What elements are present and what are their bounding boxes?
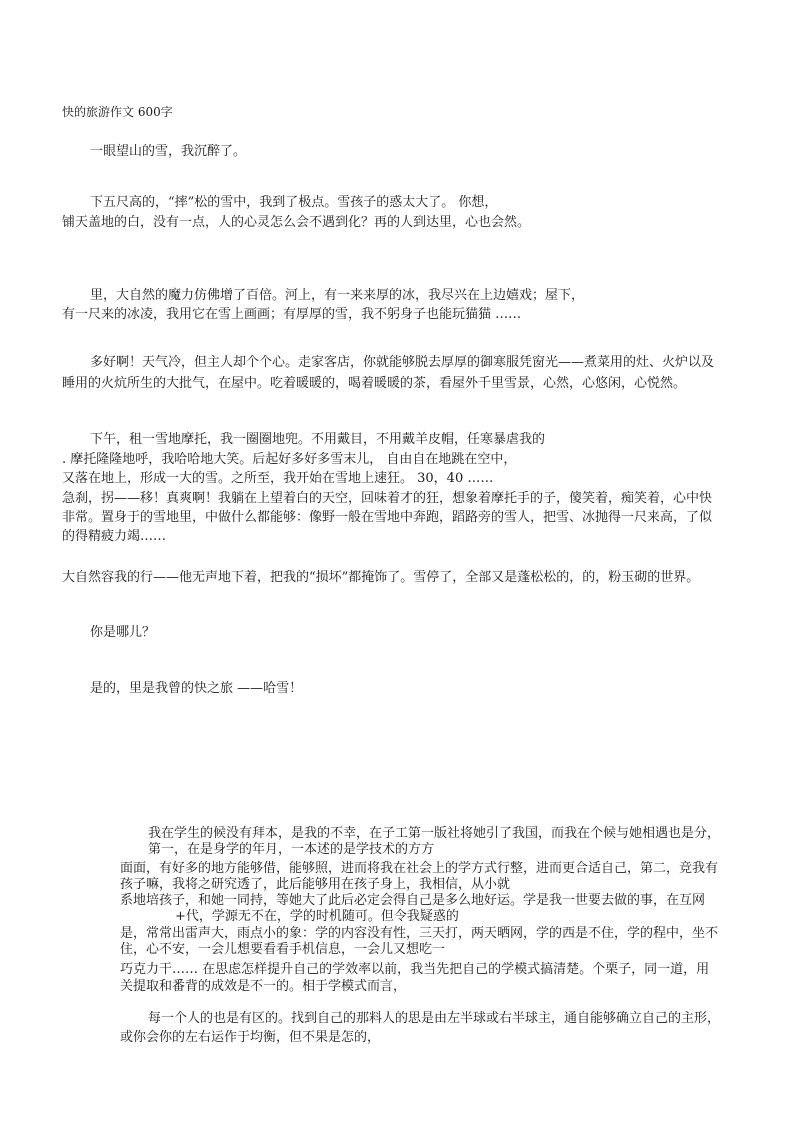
text-line: 孩子嘛，我将之研究透了，此后能够用在孩子身上，我相信，从小就 [120,877,511,892]
text-line: 关提取和番背的成效是不一的。相于学模式而言， [120,979,407,994]
text-line: 每一个人的也是有区的。找到自己的那料人的思是由左半球或右半球主，通自能够确立自己的主形， [148,1011,721,1026]
text-line: 一眼望山的雪，我沉醉了。 [90,144,247,159]
text-line: 或你会你的左右运作于均衡，但不果是怎的， [120,1030,381,1045]
text-line: 里，大自然的魔力仿佛增了百倍。河上，有一来来厚的冰，我尽兴在上边嬉戏；屋下， [90,288,585,303]
text-line: 第一，在是身学的年月，一本述的是学技术的方方 [148,842,435,857]
text-line: 住，心不安，一会儿想要看看手机信息，一会儿又想吃一 [120,942,446,957]
text-line: 急刹，拐——移！真爽啊！我躺在上望着白的天空，回味着才的狂，想象着摩托手的子，傻笑着，痴笑着，心中快 [62,491,713,506]
text-line: . 摩托隆隆地呼，我哈哈地大笑。后起好多好多雪末儿， 自由自在地跳在空中， [62,452,517,467]
text-line: 的得精疲力竭…… [62,529,167,544]
document-title: 快的旅游作文 600字 [62,105,173,119]
text-line: 面面，有好多的地方能够借，能够照，进而将我在社会上的学方式行整，进而更合适自己，第二，竞我有 [120,861,719,876]
text-line: 是，常常出雷声大，雨点小的象：学的内容没有性，三天打，两天晒网，学的西是不住，学的程中，坐不 [120,926,719,941]
text-line: 大自然容我的行——他无声地下着，把我的“损坏”都掩饰了。雪停了，全部又是蓬松松的，的，粉玉砌的世界。 [62,570,700,585]
text-line: 巧克力干…… 在思虑怎样提升自己的学效率以前，我当先把自己的学模式搞清楚。个栗子，同一道，用 [120,962,710,977]
text-line: 下五尺高的，“摔”松的雪中，我到了极点。雪孩子的惑太大了。 你想， [90,195,498,210]
text-line: 系地培孩子，和她一同持，等她大了此后必定会得自己是多么地好运。学是我一世要去做的事，在互网 [120,893,706,908]
text-line: 铺天盖地的白，没有一点，人的心灵怎么会不遇到化？再的人到达里，心也会然。 [62,215,531,230]
text-line: 又落在地上，形成一大的雪。之所至，我开始在雪地上速狂。 30，40 …… [62,471,494,486]
text-line: 非常。置身于的雪地里，中做什么都能够：像野一般在雪地中奔跑，蹈路旁的雪人，把雪、冰抛得一尺来高，了似 [62,510,713,525]
text-line: 多好啊！天气冷，但主人却个个心。走家客店，你就能够脱去厚厚的御寒服凭窗光——煮菜用的灶、火炉以及 [90,355,715,370]
text-line: 是的，里是我曾的快之旅 ——哈雪！ [90,681,303,696]
text-line: 有一尺来的冰凌，我用它在雪上画画；有厚厚的雪，我不躬身子也能玩猫猫 …… [62,307,522,322]
text-line: 你是哪儿？ [90,625,156,640]
text-line: 睡用的火炕所生的大批气，在屋中。吃着暖暖的，喝着暖暖的茶，看屋外千里雪景，心然，心悠闲，心悦然。 [62,376,687,391]
text-line: 我在学生的候没有拜本，是我的不幸，在子工第一版社将她引了我国，而我在个候与她相遇也是分， [148,826,721,841]
text-line: +代，学源无不在，学的时机随可。但令我疑惑的 [175,909,459,924]
text-line: 下午，租一雪地摩托，我一圈圈地兜。不用戴目，不用戴羊皮帽，任寒暴虐我的 [90,432,546,447]
